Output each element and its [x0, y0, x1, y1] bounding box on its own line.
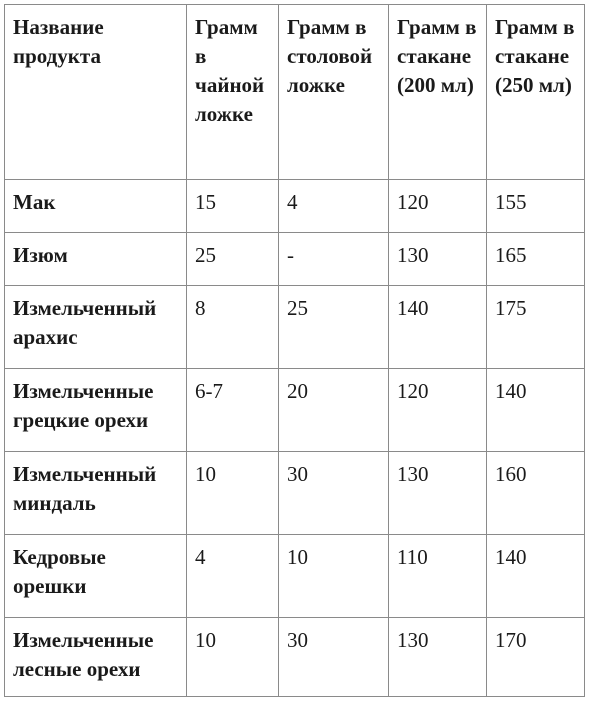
table-row [5, 180, 585, 233]
table-row [5, 452, 585, 535]
header-grams-cup-250: Грамм в стакане (250 мл) [487, 5, 585, 180]
table-row [5, 618, 585, 697]
table-row [5, 286, 585, 369]
cell-cup-250: 175 [487, 286, 585, 369]
cell-product-name: Измельченный миндаль [5, 452, 187, 535]
cell-product-name: Измельченные лесные орехи [5, 618, 187, 697]
header-product-name: Название продукта [5, 5, 187, 180]
cell-product-name: Измельченные грецкие орехи [5, 369, 187, 452]
table-row [5, 535, 585, 618]
table-row [5, 369, 585, 452]
cell-cup-250: 140 [487, 369, 585, 452]
cell-teaspoon: 6-7 [187, 369, 279, 452]
cell-product-name: Измельченный арахис [5, 286, 187, 369]
cell-cup-200: 130 [389, 452, 487, 535]
cell-tablespoon: 30 [279, 618, 389, 697]
cell-cup-250: 170 [487, 618, 585, 697]
cell-cup-250: 140 [487, 535, 585, 618]
cell-tablespoon: 30 [279, 452, 389, 535]
cell-product-name: Изюм [5, 233, 187, 286]
cell-cup-250: 160 [487, 452, 585, 535]
cell-tablespoon: 20 [279, 369, 389, 452]
header-row [5, 5, 585, 180]
table-header [5, 5, 585, 180]
cell-cup-200: 120 [389, 180, 487, 233]
cell-cup-200: 120 [389, 369, 487, 452]
cell-cup-200: 130 [389, 618, 487, 697]
cell-teaspoon: 15 [187, 180, 279, 233]
cell-cup-200: 130 [389, 233, 487, 286]
table-body [5, 180, 585, 697]
cell-teaspoon: 10 [187, 452, 279, 535]
cell-product-name: Кедровые орешки [5, 535, 187, 618]
header-grams-cup-200: Грамм в стакане (200 мл) [389, 5, 487, 180]
cell-tablespoon: 25 [279, 286, 389, 369]
cell-teaspoon: 10 [187, 618, 279, 697]
cell-teaspoon: 25 [187, 233, 279, 286]
table-row [5, 233, 585, 286]
cell-tablespoon: 4 [279, 180, 389, 233]
cell-tablespoon: 10 [279, 535, 389, 618]
cell-teaspoon: 4 [187, 535, 279, 618]
cell-cup-250: 165 [487, 233, 585, 286]
cell-cup-200: 140 [389, 286, 487, 369]
cell-cup-200: 110 [389, 535, 487, 618]
cell-cup-250: 155 [487, 180, 585, 233]
header-grams-tablespoon: Грамм в столовой ложке [279, 5, 389, 180]
conversion-table [4, 4, 585, 697]
header-grams-teaspoon: Грамм в чайной ложке [187, 5, 279, 180]
cell-product-name: Мак [5, 180, 187, 233]
cell-teaspoon: 8 [187, 286, 279, 369]
cell-tablespoon: - [279, 233, 389, 286]
